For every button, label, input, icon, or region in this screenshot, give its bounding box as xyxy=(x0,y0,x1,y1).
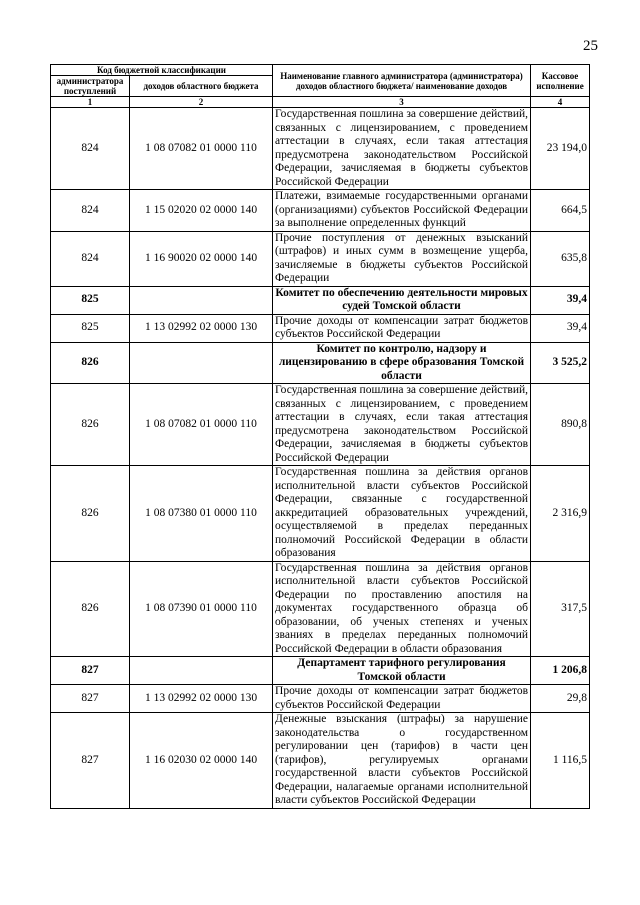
admin-code: 826 xyxy=(51,342,130,384)
income-name: Прочие поступления от денежных взысканий (штрафов) и иных сумм в возмещение ущерба, зачисляемые в бюджеты субъектов Российской Федерации xyxy=(273,231,531,286)
admin-code: 826 xyxy=(51,384,130,466)
income-code xyxy=(130,342,273,384)
header-num-3: 3 xyxy=(273,97,531,108)
header-admin: администратора поступлений xyxy=(51,76,130,97)
admin-code: 827 xyxy=(51,713,130,809)
table-row xyxy=(51,713,590,809)
amount: 1 116,5 xyxy=(531,713,590,809)
header-code-group: Код бюджетной классификации xyxy=(51,65,273,76)
table-row xyxy=(51,231,590,286)
income-code: 1 08 07082 01 0000 110 xyxy=(130,384,273,466)
administrator-name: Комитет по контролю, надзору и лицензированию в сфере образования Томской области xyxy=(273,342,531,384)
table-row xyxy=(51,466,590,562)
admin-code: 824 xyxy=(51,231,130,286)
income-name: Прочие доходы от компенсации затрат бюджетов субъектов Российской Федерации xyxy=(273,685,531,713)
admin-code: 826 xyxy=(51,466,130,562)
table-row xyxy=(51,384,590,466)
administrator-name: Комитет по обеспечению деятельности мировых судей Томской области xyxy=(273,286,531,314)
income-name: Государственная пошлина за действия органов исполнительной власти субъектов Российской Федерации, связанные с государственной аккредитацией образовательных учреждений, осуществляемой в пределах переданных полномочий Российской Федерации в области образования xyxy=(273,466,531,562)
income-code xyxy=(130,286,273,314)
admin-code: 824 xyxy=(51,190,130,232)
header-name: Наименование главного администратора (администратора) доходов областного бюджета/ наименование доходов xyxy=(273,65,531,97)
table-row xyxy=(51,561,590,657)
admin-code: 827 xyxy=(51,685,130,713)
administrator-row xyxy=(51,657,590,685)
amount: 1 206,8 xyxy=(531,657,590,685)
amount: 29,8 xyxy=(531,685,590,713)
income-name: Денежные взыскания (штрафы) за нарушение законодательства о государственном регулировании цен (тарифов) в части цен (тарифов), регулируемых органами государственной власти субъектов Российской Федерации, налагаемые органами исполнительной власти субъектов Российской Федерации xyxy=(273,713,531,809)
income-name: Государственная пошлина за совершение действий, связанных с лицензированием, с проведением аттестации в случаях, если такая аттестация предусмотрена законодательством Российской Федерации, зачисляемая в бюджеты субъектов Российской Федерации xyxy=(273,108,531,190)
admin-code: 826 xyxy=(51,561,130,657)
income-code: 1 08 07380 01 0000 110 xyxy=(130,466,273,562)
amount: 39,4 xyxy=(531,314,590,342)
header-num-1: 1 xyxy=(51,97,130,108)
page-number: 25 xyxy=(583,38,598,54)
administrator-row xyxy=(51,286,590,314)
header-num-4: 4 xyxy=(531,97,590,108)
budget-income-table xyxy=(50,64,590,809)
income-code: 1 13 02992 02 0000 130 xyxy=(130,685,273,713)
income-code: 1 16 02030 02 0000 140 xyxy=(130,713,273,809)
administrator-row xyxy=(51,342,590,384)
table-row xyxy=(51,108,590,190)
table-row xyxy=(51,685,590,713)
income-name: Прочие доходы от компенсации затрат бюджетов субъектов Российской Федерации xyxy=(273,314,531,342)
header-row xyxy=(51,65,590,76)
header-number-row xyxy=(51,97,590,108)
table-row xyxy=(51,190,590,232)
income-code: 1 08 07390 01 0000 110 xyxy=(130,561,273,657)
income-name: Государственная пошлина за совершение действий, связанных с лицензированием, с проведением аттестации в случаях, если такая аттестация предусмотрена законодательством Российской Федерации, зачисляемая в бюджеты субъектов Российской Федерации xyxy=(273,384,531,466)
income-code: 1 16 90020 02 0000 140 xyxy=(130,231,273,286)
amount: 23 194,0 xyxy=(531,108,590,190)
income-name: Платежи, взимаемые государственными органами (организациями) субъектов Российской Федерации за выполнение определенных функций xyxy=(273,190,531,232)
income-name: Государственная пошлина за действия органов исполнительной власти субъектов Российской Федерации по проставлению апостиля на документах государственного образца об образовании, об ученых степенях и ученых званиях в пределах переданных полномочий Российской Федерации в области образования xyxy=(273,561,531,657)
admin-code: 825 xyxy=(51,314,130,342)
header-amount: Кассовое исполнение xyxy=(531,65,590,97)
admin-code: 824 xyxy=(51,108,130,190)
income-code xyxy=(130,657,273,685)
amount: 635,8 xyxy=(531,231,590,286)
administrator-name: Департамент тарифного регулирования Томской области xyxy=(273,657,531,685)
header-num-2: 2 xyxy=(130,97,273,108)
admin-code: 827 xyxy=(51,657,130,685)
header-income-code: доходов областного бюджета xyxy=(130,76,273,97)
amount: 664,5 xyxy=(531,190,590,232)
amount: 39,4 xyxy=(531,286,590,314)
income-code: 1 08 07082 01 0000 110 xyxy=(130,108,273,190)
income-code: 1 13 02992 02 0000 130 xyxy=(130,314,273,342)
table-row xyxy=(51,314,590,342)
amount: 317,5 xyxy=(531,561,590,657)
income-code: 1 15 02020 02 0000 140 xyxy=(130,190,273,232)
admin-code: 825 xyxy=(51,286,130,314)
amount: 3 525,2 xyxy=(531,342,590,384)
amount: 890,8 xyxy=(531,384,590,466)
amount: 2 316,9 xyxy=(531,466,590,562)
